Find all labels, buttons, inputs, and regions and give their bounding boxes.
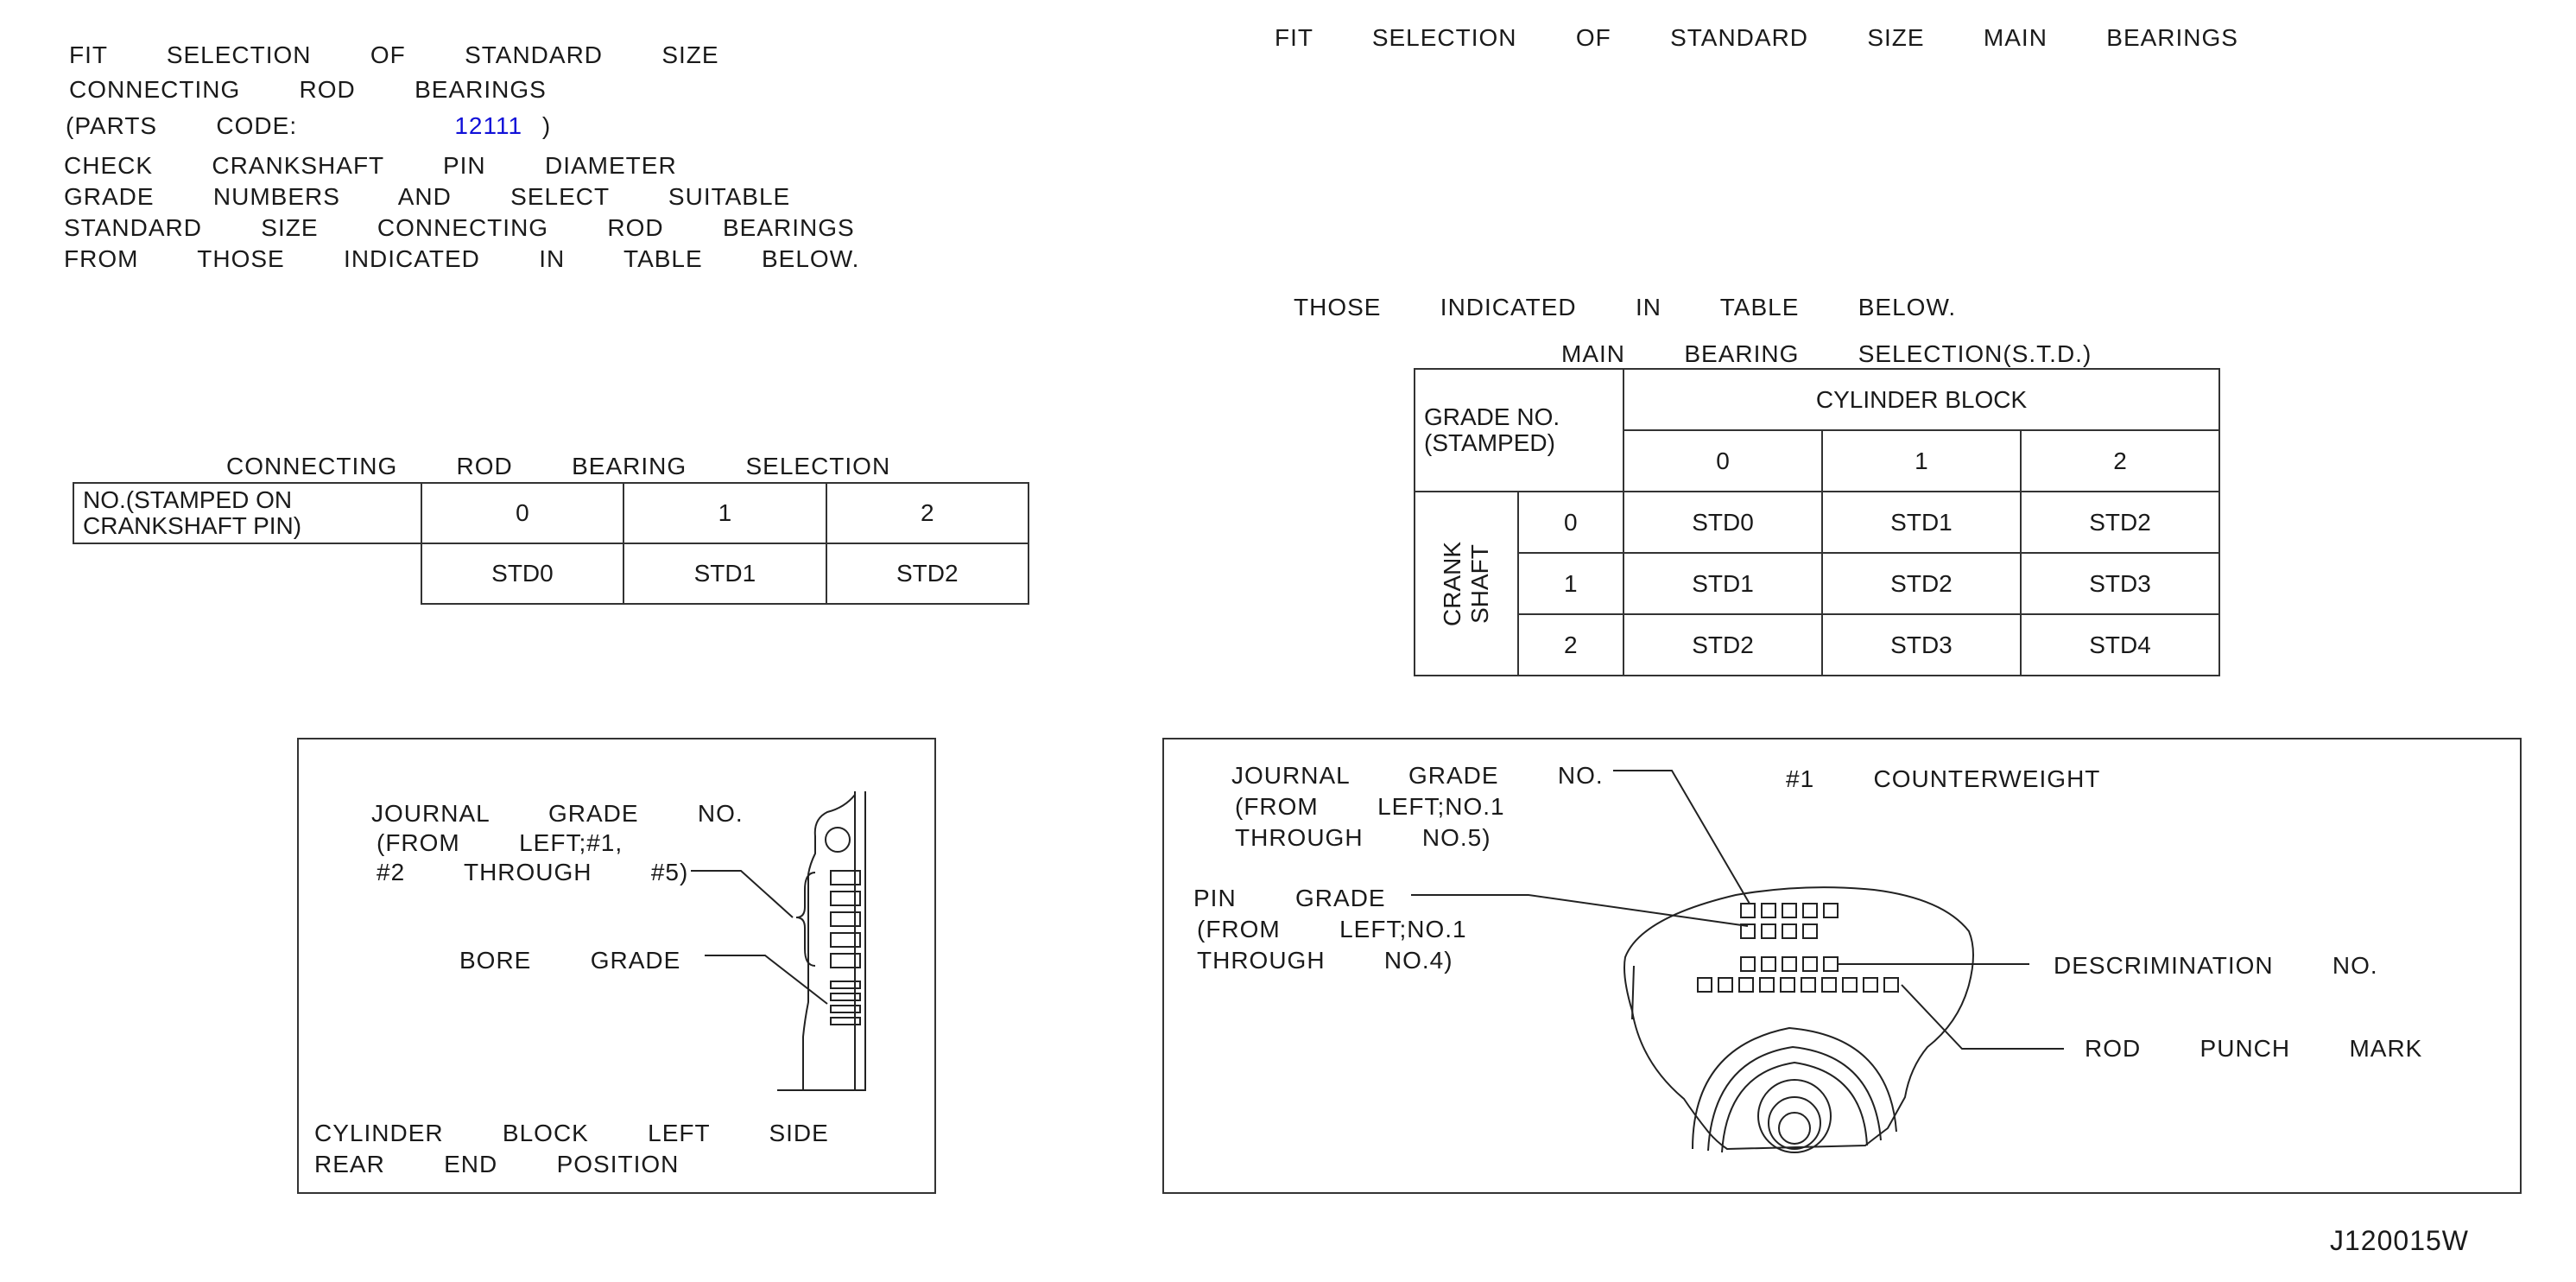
main-corner-1: GRADE NO. (1424, 403, 1560, 430)
discrimination-label: DESCRIMINATION NO. (2054, 952, 2378, 979)
main-table-caption: MAIN BEARING SELECTION(S.T.D.) (1561, 340, 2092, 367)
main-cell: STD4 (2021, 614, 2219, 676)
rod-grade-cell: 0 (421, 483, 623, 543)
rod-table-caption: CONNECTING ROD BEARING SELECTION (226, 453, 891, 479)
main-col-grade: 1 (1822, 430, 2021, 492)
rod-title-line1: FIT SELECTION OF STANDARD SIZE (69, 41, 719, 68)
bore-grade-label: BORE GRADE (459, 947, 681, 974)
main-instruction: THOSE INDICATED IN TABLE BELOW. (1294, 294, 1957, 320)
crankshaft-drawing (1624, 887, 1973, 1152)
main-cell: STD3 (2021, 553, 2219, 614)
rod-grade-cell: 1 (623, 483, 826, 543)
main-row-grade: 0 (1518, 492, 1623, 553)
main-title: FIT SELECTION OF STANDARD SIZE MAIN BEARINGS (1275, 24, 2238, 51)
main-row-grade: 2 (1518, 614, 1623, 676)
rod-instruction-3: STANDARD SIZE CONNECTING ROD BEARINGS (64, 214, 855, 241)
main-cell: STD2 (1822, 553, 2021, 614)
left-journal-label-3: #2 THROUGH #5) (377, 859, 689, 885)
parts-code-label: (PARTS CODE: (66, 112, 298, 139)
crankshaft-leaders (1411, 771, 2064, 1049)
rod-punch-label: ROD PUNCH MARK (2085, 1035, 2423, 1062)
rod-row-header-1: NO.(STAMPED ON (83, 486, 293, 513)
left-caption-1: CYLINDER BLOCK LEFT SIDE (314, 1120, 829, 1146)
left-journal-label-1: JOURNAL GRADE NO. (371, 800, 744, 827)
parts-code-close: ) (541, 112, 552, 139)
right-journal-label-3: THROUGH NO.5) (1235, 824, 1491, 851)
main-col-grade: 0 (1623, 430, 1822, 492)
rod-instruction-2: GRADE NUMBERS AND SELECT SUITABLE (64, 183, 791, 210)
main-row-grade: 1 (1518, 553, 1623, 614)
left-caption-2: REAR END POSITION (314, 1151, 680, 1177)
crankshaft-label-2: SHAFT (1465, 543, 1493, 624)
main-corner-2: (STAMPED) (1424, 429, 1555, 456)
counterweight-label: #1 COUNTERWEIGHT (1786, 765, 2101, 792)
rod-bearing-cell: STD0 (421, 543, 623, 604)
main-cell: STD2 (1623, 614, 1822, 676)
parts-code-value: 12111 (454, 112, 523, 139)
right-journal-label-2: (FROM LEFT;NO.1 (1235, 793, 1505, 820)
main-cell: STD1 (1822, 492, 2021, 553)
rod-instruction-4: FROM THOSE INDICATED IN TABLE BELOW. (64, 245, 860, 272)
pin-grade-label-2: (FROM LEFT;NO.1 (1197, 916, 1467, 942)
main-cell: STD0 (1623, 492, 1822, 553)
rod-row-header-2: CRANKSHAFT PIN) (83, 512, 302, 539)
rod-title-line2: CONNECTING ROD BEARINGS (69, 76, 547, 103)
rod-bearing-cell: STD2 (826, 543, 1029, 604)
main-col-grade: 2 (2021, 430, 2219, 492)
main-cell: STD2 (2021, 492, 2219, 553)
main-cell: STD3 (1822, 614, 2021, 676)
crankshaft-label-1: CRANK (1438, 541, 1465, 626)
right-journal-label-1: JOURNAL GRADE NO. (1231, 762, 1604, 789)
left-journal-label-2: (FROM LEFT;#1, (377, 829, 623, 856)
cylinder-block-drawing (777, 791, 865, 1090)
rod-grade-cell: 2 (826, 483, 1029, 543)
rod-instruction-1: CHECK CRANKSHAFT PIN DIAMETER (64, 152, 677, 179)
figure-id: J120015W (2330, 1225, 2469, 1256)
cylinder-block-leaders (691, 871, 827, 1004)
pin-grade-label-3: THROUGH NO.4) (1197, 947, 1453, 974)
pin-grade-label-1: PIN GRADE (1193, 885, 1386, 911)
rod-bearing-cell: STD1 (623, 543, 826, 604)
stamped-grade-marks (1698, 904, 1898, 992)
main-cell: STD1 (1623, 553, 1822, 614)
cylinder-block-header: CYLINDER BLOCK (1623, 369, 2219, 430)
